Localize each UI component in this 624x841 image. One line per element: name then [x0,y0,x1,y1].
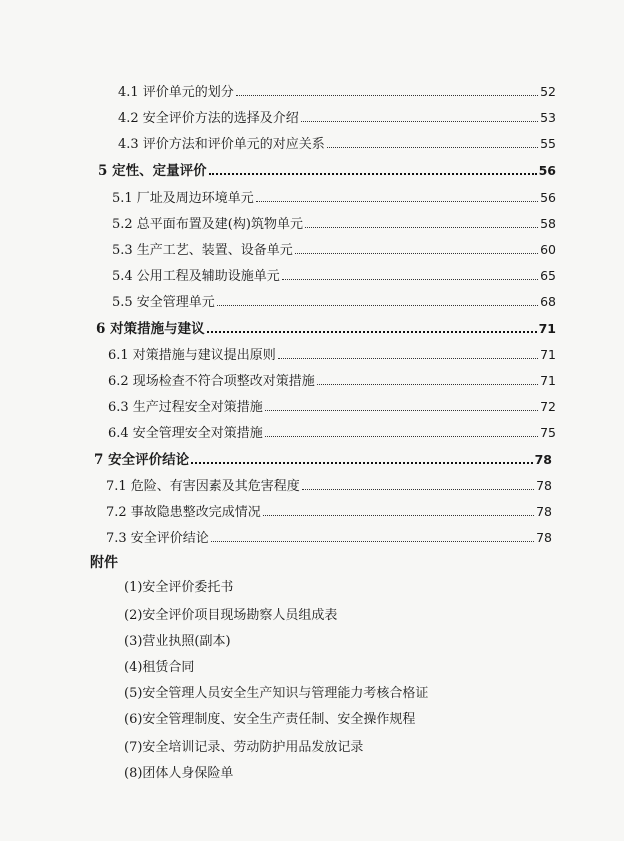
toc-entry-title: 5.2 总平面布置及建(构)筑物单元 [112,217,303,232]
toc-entry-title: 7.3 安全评价结论 [106,531,209,546]
toc-entry[interactable] [112,190,556,207]
toc-entry[interactable] [94,452,552,468]
toc-entry-page-number: 78 [536,504,552,519]
toc-entry-title: 5 定性、定量评价 [98,163,207,179]
toc-entry-page-number: 78 [536,478,552,493]
toc-entry[interactable] [112,216,556,233]
toc-entry-title: 4.2 安全评价方法的选择及介绍 [118,111,299,126]
toc-entry[interactable] [96,321,556,337]
toc-entry-title: 6.4 安全管理安全对策措施 [108,426,263,441]
dot-leader [327,146,538,148]
dot-leader [209,172,537,175]
toc-entry-page-number: 71 [540,347,556,362]
toc-entry-page-number: 52 [540,84,556,99]
dot-leader [302,488,534,490]
dot-leader [305,226,538,228]
toc-entry[interactable] [106,530,552,547]
dot-leader [295,252,538,254]
toc-entry-page-number: 72 [540,399,556,414]
toc-entry-title: 6.3 生产过程安全对策措施 [108,400,263,415]
toc-entry[interactable] [108,399,556,416]
toc-entry-title: 6.2 现场检查不符合项整改对策措施 [108,374,315,389]
toc-entry[interactable] [112,242,556,259]
dot-leader [236,94,538,96]
toc-entry-page-number: 75 [540,425,556,440]
toc-entry-page-number: 56 [538,163,556,178]
attachment-item: (4)租赁合同 [124,660,195,675]
dot-leader [207,330,537,333]
toc-entry[interactable] [112,294,556,311]
dot-leader [317,383,538,385]
dot-leader [265,409,538,411]
toc-entry[interactable] [106,478,552,495]
dot-leader [278,357,538,359]
toc-entry-page-number: 71 [540,373,556,388]
dot-leader [282,278,538,280]
attachment-item: (8)团体人身保险单 [124,766,234,781]
toc-entry-title: 5.4 公用工程及辅助设施单元 [112,269,280,284]
toc-entry-page-number: 53 [540,110,556,125]
attachment-item: (2)安全评价项目现场勘察人员组成表 [124,608,338,623]
toc-entry[interactable] [118,136,556,153]
toc-entry[interactable] [108,425,556,442]
attachment-item: (5)安全管理人员安全生产知识与管理能力考核合格证 [124,686,429,701]
toc-entry-title: 7.2 事故隐患整改完成情况 [106,505,261,520]
toc-entry[interactable] [112,268,556,285]
toc-entry[interactable] [98,163,556,179]
toc-entry-page-number: 68 [540,294,556,309]
dot-leader [217,304,538,306]
toc-entry-page-number: 65 [540,268,556,283]
toc-entry-page-number: 78 [534,452,552,467]
toc-entry[interactable] [106,504,552,521]
toc-entry[interactable] [108,373,556,390]
toc-entry-page-number: 60 [540,242,556,257]
dot-leader [191,461,533,464]
toc-entry[interactable] [118,110,556,127]
dot-leader [263,514,534,516]
toc-entry-title: 6 对策措施与建议 [96,321,205,337]
attachments-heading: 附件 [90,555,118,571]
toc-entry-page-number: 71 [538,321,556,336]
attachment-item: (3)营业执照(副本) [124,634,231,649]
toc-entry-title: 4.1 评价单元的划分 [118,85,234,100]
toc-entry[interactable] [108,347,556,364]
attachment-item: (6)安全管理制度、安全生产责任制、安全操作规程 [124,712,416,727]
toc-entry-title: 5.3 生产工艺、装置、设备单元 [112,243,293,258]
toc-entry-page-number: 55 [540,136,556,151]
toc-entry-title: 5.1 厂址及周边环境单元 [112,191,254,206]
toc-entry-title: 6.1 对策措施与建议提出原则 [108,348,276,363]
dot-leader [256,200,538,202]
dot-leader [211,540,534,542]
toc-entry[interactable] [118,84,556,101]
toc-entry-title: 4.3 评价方法和评价单元的对应关系 [118,137,325,152]
toc-entry-page-number: 58 [540,216,556,231]
dot-leader [265,435,538,437]
toc-entry-page-number: 78 [536,530,552,545]
toc-entry-title: 7.1 危险、有害因素及其危害程度 [106,479,300,494]
toc-entry-title: 5.5 安全管理单元 [112,295,215,310]
dot-leader [301,120,538,122]
toc-entry-page-number: 56 [540,190,556,205]
attachment-item: (7)安全培训记录、劳动防护用品发放记录 [124,740,364,755]
toc-entry-title: 7 安全评价结论 [94,452,190,468]
attachment-item: (1)安全评价委托书 [124,580,234,595]
